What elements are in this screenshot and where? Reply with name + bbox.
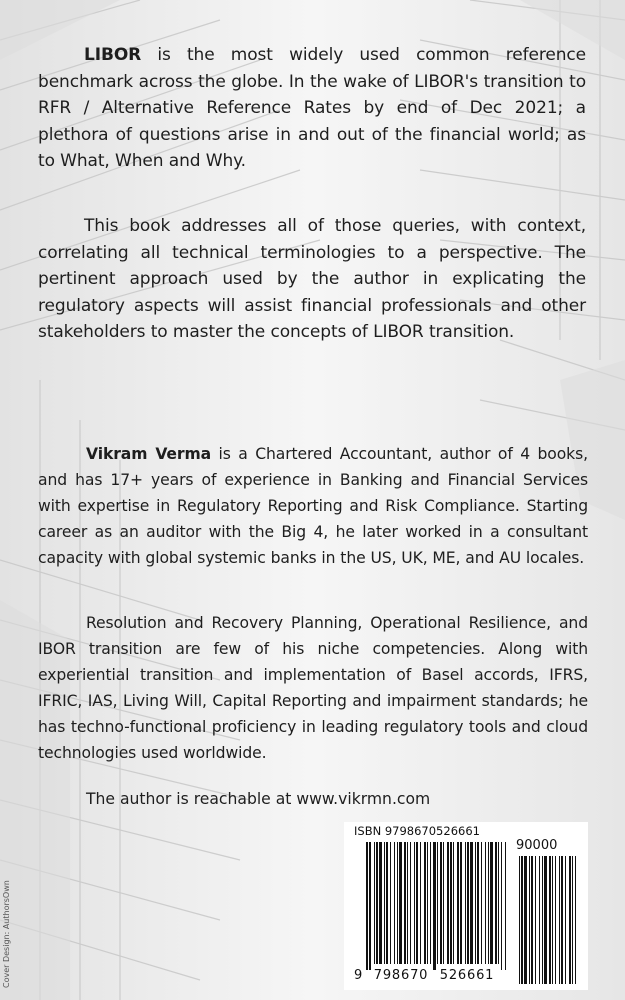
- addon-bar: [539, 856, 540, 984]
- barcode-bar: [467, 842, 469, 964]
- barcode-bar: [369, 842, 371, 970]
- isbn-label: ISBN 9798670526661: [354, 824, 480, 838]
- barcode-bar: [427, 842, 428, 964]
- addon-bar: [521, 856, 523, 984]
- barcode-bar: [386, 842, 388, 964]
- barcode-bar: [475, 842, 476, 964]
- barcode-bar: [390, 842, 391, 964]
- barcode-bar: [488, 842, 489, 964]
- barcode-bar: [457, 842, 459, 964]
- addon-bar: [552, 856, 553, 984]
- barcode-digit-first: 9: [354, 968, 363, 983]
- barcode-digit-group-2: 526661: [439, 968, 495, 983]
- libor-term: LIBOR: [84, 45, 142, 65]
- addon-bar: [529, 856, 530, 984]
- barcode-bar: [414, 842, 415, 964]
- barcode-digits: [354, 968, 504, 983]
- addon-bar: [561, 856, 563, 984]
- barcode-bar: [505, 842, 506, 970]
- addon-code: 90000: [516, 838, 558, 853]
- barcode-bar: [465, 842, 466, 964]
- barcode-bar: [374, 842, 375, 964]
- blurb-paragraph-1: [38, 42, 586, 175]
- barcode-bar: [397, 842, 398, 964]
- addon-bar: [531, 856, 533, 984]
- barcode-bar: [437, 842, 438, 964]
- cover-design-credit: Cover Design: AuthorsOwn: [2, 880, 11, 988]
- barcode-bar: [379, 842, 382, 964]
- addon-bar: [565, 856, 566, 984]
- barcode-bar: [410, 842, 411, 964]
- author-name: Vikram Verma: [86, 445, 212, 463]
- author-contact: The author is reachable at www.vikrmn.com: [86, 790, 431, 808]
- barcode-bar: [433, 842, 436, 970]
- barcode-bar: [453, 842, 454, 964]
- barcode-bar: [485, 842, 486, 964]
- addon-bar: [544, 856, 547, 984]
- addon-bar: [535, 856, 536, 984]
- blurb-paragraph-2: This book addresses all of those queries, with context, correlating all technical terminologies to a perspective. The pertinent approach used by the author in explicating the regulatory aspects will assist financial professionals and other stakeholders to master the concepts of LIBOR transition.: [38, 216, 586, 342]
- addon-bar: [559, 856, 560, 984]
- barcode-bar: [481, 842, 482, 964]
- isbn-barcode: [344, 822, 588, 990]
- barcode-bar: [366, 842, 368, 970]
- barcode-bar: [404, 842, 406, 964]
- barcode-bar: [498, 842, 499, 964]
- barcode-bar: [394, 842, 395, 964]
- blurb-paragraph-1-text: is the most widely used common reference benchmark across the globe. In the wake of LIBOR's transition to RFR / Alternative Reference Rates by end of Dec 2021; a plethora of questions arise in and out of the financial world; as to What, When and Why.: [38, 45, 586, 171]
- barcode-bar: [460, 842, 462, 964]
- barcode-bar: [443, 842, 444, 964]
- addon-bar: [555, 856, 556, 984]
- barcode-bar: [376, 842, 378, 964]
- barcode-bar: [447, 842, 449, 964]
- barcode-bar: [440, 842, 442, 964]
- barcode-bar: [501, 842, 502, 970]
- barcode-bar: [420, 842, 421, 964]
- addon-bar: [569, 856, 571, 984]
- barcode-digit-group-1: 798670: [373, 968, 429, 983]
- barcode-bar: [407, 842, 408, 964]
- barcode-bar: [416, 842, 418, 964]
- barcode-bars: [344, 822, 588, 990]
- barcode-bar: [490, 842, 493, 964]
- barcode-bar: [495, 842, 497, 964]
- addon-bar: [572, 856, 573, 984]
- addon-bar: [524, 856, 527, 984]
- barcode-bar: [470, 842, 473, 964]
- addon-bar: [549, 856, 551, 984]
- barcode-bar: [430, 842, 431, 964]
- barcode-bar: [424, 842, 426, 964]
- addon-bar: [542, 856, 543, 984]
- barcode-bar: [399, 842, 402, 964]
- addon-bar: [575, 856, 576, 984]
- author-bio-paragraph-2: Resolution and Recovery Planning, Operational Resilience, and IBOR transition are few of his niche competencies. Along with experiential transition and implementation of Basel accords, IFRS, IFRIC, IAS, Living Will, Capital Reporting and impairment standards; he has techno-functional proficiency in leading regulatory tools and cloud technologies used worldwide.: [38, 614, 588, 762]
- author-bio-paragraph-1: [38, 441, 588, 571]
- barcode-bar: [477, 842, 479, 964]
- barcode-bar: [384, 842, 385, 964]
- barcode-bar: [450, 842, 452, 964]
- author-bio-paragraph-1-text: is a Chartered Accountant, author of 4 books, and has 17+ years of experience in Banking and Financial Services with expertise in Regulatory Reporting and Risk Compliance. Starting career as an auditor with the Big 4, he later worked in a consultant capacity with global systemic banks in the US, UK, ME, and AU locales.: [38, 445, 588, 567]
- addon-bar: [519, 856, 520, 984]
